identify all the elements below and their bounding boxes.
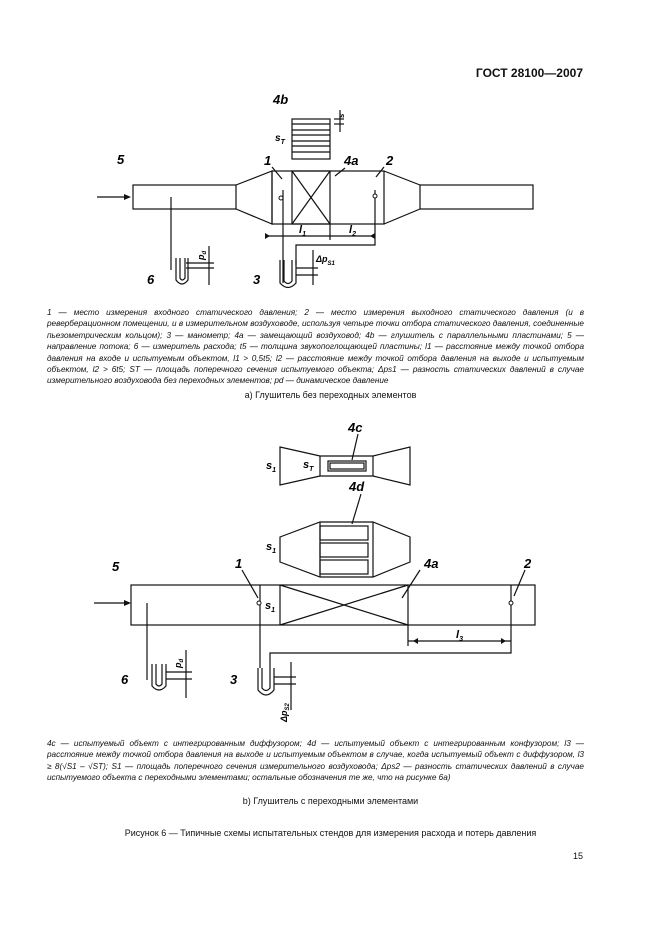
subtitle-a: a) Глушитель без переходных элементов <box>244 390 417 400</box>
caption-b: 4c — испытуемый объект с интегрированным диффузором; 4d — испытуемый объект с интегрированным конфузором; l3 — расстояние между точкой отбора давления на выходе и испытуемым объектом в случае, когда испытуемый объект с диффузором, l3 ≥ 8(√S1 – √ST); S1 — площадь поперечного сечения измерительного воздуховода; Δps2 — разность статических давлений в случае испытуемого объекта с переходными элементами; остальные обозначения те же, что на рисунке 6а) <box>47 739 584 783</box>
label-sT-a: $s_T$ <box>275 133 285 146</box>
label-6-a: 6 <box>147 272 155 287</box>
label-t5: s <box>337 113 346 118</box>
diagram-b <box>0 410 661 740</box>
label-l1: $l_1$ <box>299 224 306 238</box>
label-6-b: 6 <box>121 672 129 687</box>
page-number: 15 <box>572 851 583 861</box>
label-2-a: 2 <box>386 153 394 168</box>
label-4a-b: 4a <box>424 556 439 571</box>
label-4c: 4c <box>348 420 363 435</box>
figure-title: Рисунок 6 — Типичные схемы испытательных стендов для измерения расхода и потерь давления <box>124 828 537 838</box>
label-sT-c: $s_T$ <box>303 459 314 473</box>
standard-number: ГОСТ 28100—2007 <box>475 66 583 80</box>
label-dps2: $\Delta p_{S2}$ <box>279 703 291 722</box>
label-3-b: 3 <box>230 672 238 687</box>
label-s1-d: $s_1$ <box>266 541 277 555</box>
label-4b: 4b <box>273 92 289 107</box>
label-3-a: 3 <box>253 272 261 287</box>
label-l2: $l_2$ <box>349 224 356 238</box>
label-2-b: 2 <box>524 556 532 571</box>
label-l3: $l_3$ <box>456 629 463 643</box>
label-4d: 4d <box>349 479 365 494</box>
label-s1-c: $s_1$ <box>266 460 277 474</box>
caption-a: 1 — место измерения входного статического давления; 2 — место измерения выходного статического давления (и в реверберационном помещении, и в измерительном воздуховоде, используя четыре точки отбора статического давления, соединенные пьезометрическим кольцом); 3 — манометр; 4a — замещающий воздуховод; 4b — глушитель с параллельными пластинами; 5 — направление потока; 6 — измеритель расхода; t5 — толщина звукопоглощающей пластины; l1 — расстояние между точкой отбора давления на входе и испытуемым объектом, l1 > 0,5t5; l2 — расстояние между точкой отбора давления на выходе и испытуемым объектом, l2 > 6t5; ST — площадь поперечного сечения испытуемого объекта; Δps1 — разность статических давлений в случае измерительного воздуховода без переходных элементов; pd — динамическое давление <box>47 308 584 386</box>
label-pd-a: $p_d$ <box>196 250 208 260</box>
label-5-b: 5 <box>112 559 120 574</box>
subtitle-b: b) Глушитель с переходными элементами <box>242 796 419 806</box>
diagram-a <box>0 0 661 300</box>
label-5-a: 5 <box>117 152 125 167</box>
label-1-a: 1 <box>264 153 272 168</box>
label-dps1: $\Delta p_{S1}$ <box>316 254 335 267</box>
label-s1-duct: $s_1$ <box>265 600 276 614</box>
label-1-b: 1 <box>235 556 243 571</box>
label-4a-a: 4a <box>344 153 359 168</box>
label-pd-b: $p_d$ <box>173 658 185 668</box>
